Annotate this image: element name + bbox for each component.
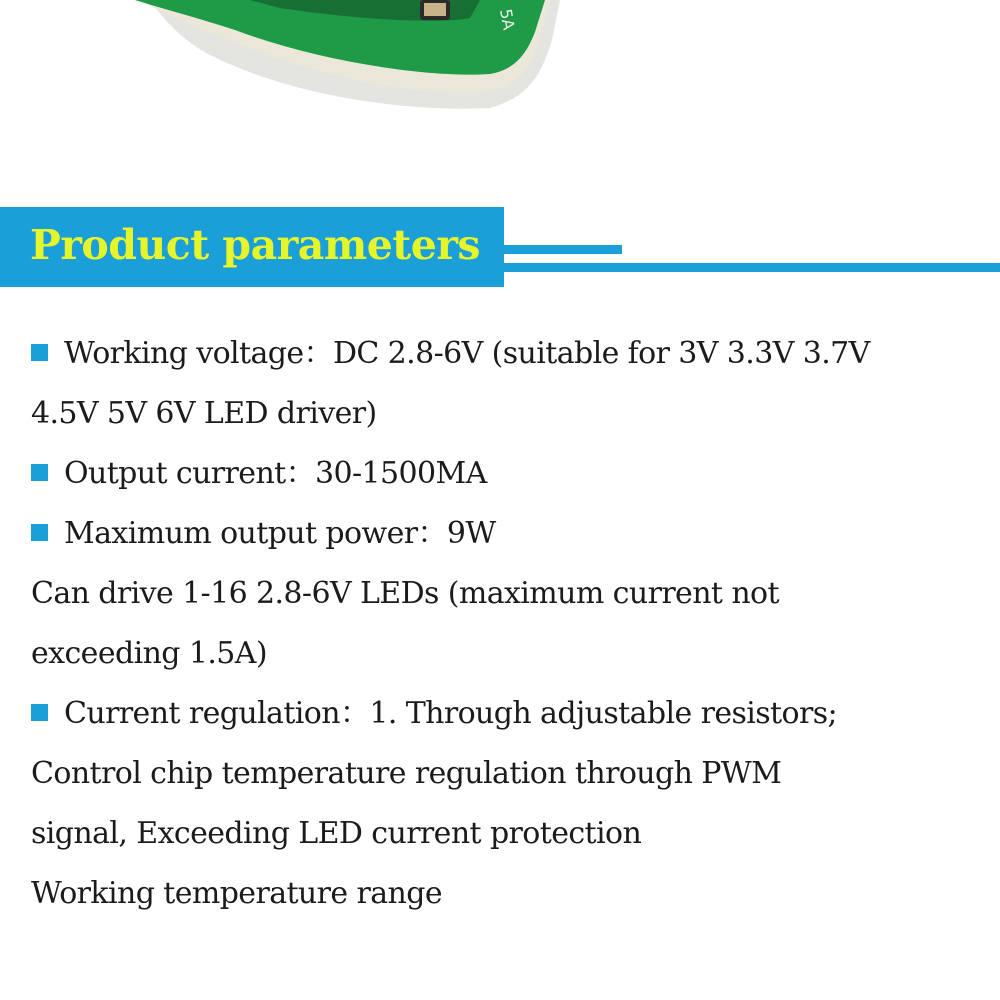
param-max-output-power [31, 514, 496, 554]
smd-pad [424, 3, 446, 16]
param-led-drive-note-line2: exceeding 1.5A) [31, 636, 267, 671]
param-working-voltage [31, 334, 870, 374]
param-output-current [31, 454, 487, 494]
bullet-square-icon [31, 524, 48, 541]
section-title: Product parameters [30, 221, 481, 269]
param-text: Working voltage：DC 2.8-6V (suitable for 3V 3.3V 3.7V [64, 336, 870, 371]
bullet-square-icon [31, 344, 48, 361]
param-led-drive-note-line1: Can drive 1-16 2.8-6V LEDs (maximum current not [31, 576, 779, 611]
param-current-regulation [31, 694, 837, 734]
bullet-square-icon [31, 704, 48, 721]
param-text: Maximum output power：9W [64, 516, 496, 551]
param-text: Output current：30-1500MA [64, 456, 487, 491]
product-photo [0, 0, 1000, 110]
param-text: Current regulation：1. Through adjustable resistors; [64, 696, 838, 731]
bullet-square-icon [31, 464, 48, 481]
param-working-voltage-continuation: 4.5V 5V 6V LED driver) [31, 396, 377, 431]
board-marking: 5A [496, 7, 519, 32]
param-current-regulation-line2: Control chip temperature regulation through PWM [31, 756, 782, 791]
param-current-regulation-line3: signal, Exceeding LED current protection [31, 816, 642, 851]
header-accent-line-long [504, 263, 1000, 272]
param-working-temperature: Working temperature range [31, 876, 442, 911]
header-accent-line-short [504, 245, 622, 254]
